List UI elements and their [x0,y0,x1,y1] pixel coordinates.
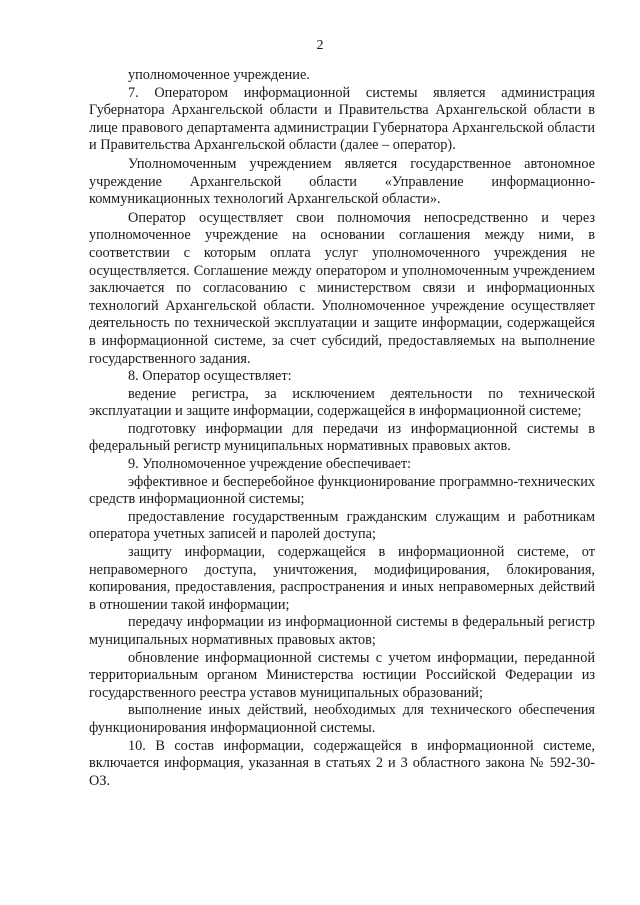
paragraph-access-accounts: предоставление государственным гражданским служащим и работникам оператора учетных записей и паролей доступа; [89,508,595,543]
paragraph-continuation: уполномоченное учреждение. [128,67,310,83]
paragraph-system-update: обновление информационной системы с учетом информации, переданной территориальным органом Министерства юстиции Российской Федерации из государственного реестра уставов муниципальных образований; [89,649,595,701]
paragraph-operator-powers: Оператор осуществляет свои полномочия непосредственно и через уполномоченное учреждение на основании соглашения между ними, в соответствии с которым оплата услуг уполномоченного учреждения не осуществляется. Соглашение между оператором и уполномоченным учреждением заключается по согласованию с министерством связи и информационных технологий Архангельской области. Уполномоченное учреждение осуществляет деятельность по технической эксплуатации и защите информации, содержащейся в информационной системе, за счет субсидий, предоставляемых на выполнение государственного задания. [89,209,595,367]
paragraph-item-10: 10. В состав информации, содержащейся в информационной системе, включается информация, указанная в статьях 2 и 3 областного закона № 592-30-ОЗ. [89,737,595,789]
paragraph-item-7: 7. Оператором информационной системы является администрация Губернатора Архангельской области и Правительства Архангельской области в лице правового департамента администрации Губернатора Архангельской области и Правительства Архангельской области (далее – оператор). [89,84,595,154]
page-number: 2 [316,38,324,53]
document-body [89,67,595,790]
paragraph-registry-maintenance: ведение регистра, за исключением деятельности по технической эксплуатации и защите информации, содержащейся в информационной системе; [89,385,595,420]
paragraph-authorized-institution: Уполномоченным учреждением является государственное автономное учреждение Архангельской области «Управление информационно-коммуникационных технологий Архангельской области». [89,155,595,208]
paragraph-information-protection: защиту информации, содержащейся в информационной системе, от неправомерного доступа, уничтожения, модифицирования, блокирования, копирования, предоставления, распространения и иных неправомерных действий в отношении такой информации; [89,544,595,613]
paragraph-information-preparation: подготовку информации для передачи из информационной системы в федеральный регистр муниципальных нормативных правовых актов. [89,420,595,455]
paragraph-item-9: 9. Уполномоченное учреждение обеспечивает: [128,456,412,473]
paragraph-information-transfer: передачу информации из информационной системы в федеральный регистр муниципальных нормативных правовых актов; [89,614,595,648]
paragraph-functioning: эффективное и бесперебойное функционирование программно-технических средств информационной системы; [89,473,595,508]
paragraph-other-actions: выполнение иных действий, необходимых для технического обеспечения функционирования информационной системы. [89,702,595,736]
paragraph-item-8: 8. Оператор осуществляет: [128,368,292,385]
